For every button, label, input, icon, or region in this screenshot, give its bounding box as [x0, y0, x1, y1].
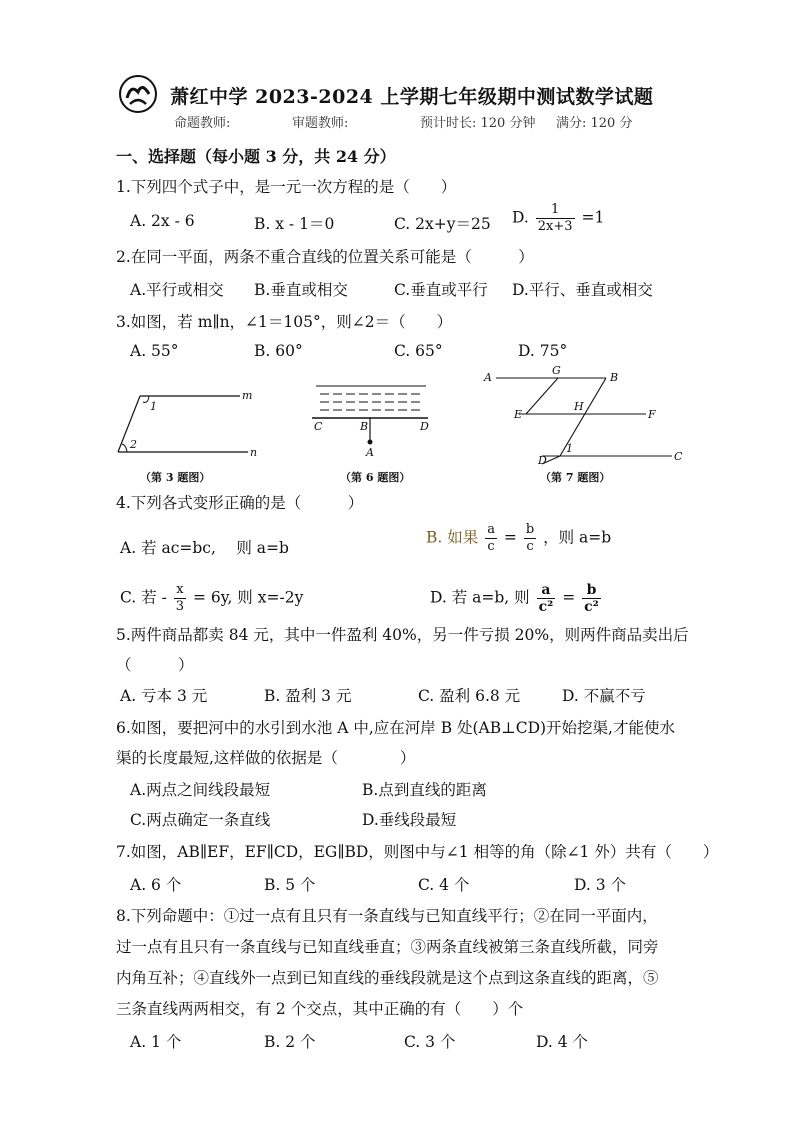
q4-d-den-right: c²	[584, 599, 599, 615]
section-heading: 一、选择题（每小题 3 分，共 24 分）	[116, 147, 396, 166]
q1-d-fraction	[536, 202, 575, 235]
q6-option-b: B.点到直线的距离	[362, 781, 487, 799]
q7-option-d: D. 3 个	[574, 876, 627, 894]
fig7-label-d: D	[538, 454, 547, 467]
q1-d-suffix: =1	[581, 208, 605, 227]
q4-b-fraction-right	[524, 522, 536, 555]
q6-option-c: C.两点确定一条直线	[130, 811, 271, 829]
q8-option-c: C. 3 个	[404, 1033, 456, 1051]
q6-stem: 6.如图，要把河中的水引到水池 A 中,应在河岸 B 处(AB⊥CD)开始挖渠,才能使水	[116, 719, 675, 737]
fig7-label-c: C	[674, 450, 683, 463]
q1-d-numerator: 1	[551, 202, 560, 217]
q4-option-a: A. 若 ac=bc, 则 a=b	[120, 539, 289, 557]
q4-d-fraction-right	[582, 582, 601, 615]
setter-label: 命题教师:	[174, 116, 231, 131]
fig6-label-c: C	[314, 420, 323, 433]
q2-stem: 2.在同一平面，两条不重合直线的位置关系可能是（ ）	[116, 248, 534, 266]
fig7-caption: （第 7 题图）	[540, 471, 611, 484]
q2-option-c: C.垂直或平行	[394, 281, 488, 299]
q8-option-d: D. 4 个	[536, 1033, 589, 1051]
score-label: 满分: 120 分	[556, 116, 633, 131]
q4-stem: 4.下列各式变形正确的是（ ）	[116, 494, 364, 512]
figure-7	[480, 364, 686, 468]
q4-d-num-left: a	[541, 582, 551, 598]
q5-option-d: D. 不赢不亏	[562, 687, 646, 705]
q5-stem-2: （ ）	[116, 656, 194, 674]
fig6-label-b: B	[360, 420, 369, 433]
q7-option-b: B. 5 个	[264, 876, 316, 894]
fig6-caption: （第 6 题图）	[340, 471, 411, 484]
q4-option-b	[426, 522, 611, 555]
q1-option-d	[512, 202, 604, 235]
q4-d-fraction-left	[537, 582, 556, 615]
q4-d-den-left: c²	[538, 599, 554, 615]
q8-line-1: 8.下列命题中：①过一点有且只有一条直线与已知直线平行；②在同一平面内，	[116, 907, 658, 925]
q4-b-suffix: ，则 a=b	[543, 528, 612, 547]
q4-d-num-right: b	[586, 582, 597, 598]
q2-option-d: D.平行、垂直或相交	[512, 281, 653, 299]
q4-c-suffix: = 6y, 则 x=-2y	[192, 588, 304, 607]
q6-stem-2: 渠的长度最短,这样做的依据是（ ）	[116, 749, 416, 767]
duration-label: 预计时长: 120 分钟	[420, 116, 536, 131]
q8-line-2: 过一点有且只有一条直线与已知直线垂直；③两条直线被第三条直线所截，同旁	[116, 938, 659, 956]
reviewer-label: 审题教师:	[292, 116, 349, 131]
q5-option-b: B. 盈利 3 元	[264, 687, 352, 705]
q2-option-b: B.垂直或相交	[254, 281, 348, 299]
q8-option-a: A. 1 个	[130, 1033, 182, 1051]
q6-option-d: D.垂线段最短	[362, 811, 457, 829]
q1-option-b: B. x - 1＝0	[254, 215, 335, 233]
figure-3	[110, 382, 260, 466]
fig3-label-1: 1	[150, 400, 157, 413]
q5-stem: 5.两件商品都卖 84 元，其中一件盈利 40%，另一件亏损 20%，则两件商品卖出后	[116, 626, 689, 644]
q5-option-a: A. 亏本 3 元	[120, 687, 208, 705]
fig6-label-a: A	[366, 446, 374, 459]
school-logo	[118, 74, 158, 118]
q1-d-prefix: D.	[512, 208, 529, 227]
q4-c-num: x	[176, 582, 184, 597]
q7-option-a: A. 6 个	[130, 876, 182, 894]
q3-option-b: B. 60°	[254, 342, 303, 360]
page-title: 萧红中学 2023-2024 上学期七年级期中测试数学试题	[170, 86, 654, 108]
q4-d-eq: =	[562, 588, 576, 607]
q4-b-den-left: c	[485, 538, 497, 555]
fig7-label-f: F	[648, 408, 656, 421]
q8-option-b: B. 2 个	[264, 1033, 316, 1051]
q4-option-c	[120, 582, 303, 615]
q4-option-d	[430, 582, 603, 615]
q5-option-c: C. 盈利 6.8 元	[418, 687, 521, 705]
q8-line-4: 三条直线两两相交，有 2 个交点，其中正确的有（ ）个	[116, 1000, 524, 1018]
q3-stem: 3.如图，若 m∥n，∠1＝105°，则∠2＝（ ）	[116, 313, 453, 331]
figure-6	[304, 380, 436, 460]
q7-stem: 7.如图，AB∥EF，EF∥CD，EG∥BD，则图中与∠1 相等的角（除∠1 外）共有（ ）	[116, 843, 719, 861]
q3-option-a: A. 55°	[130, 342, 179, 360]
q4-b-prefix: B. 如果	[426, 528, 479, 547]
q4-b-fraction-left	[485, 522, 497, 555]
q4-b-den-right: c	[524, 538, 536, 555]
fig3-label-m: m	[242, 389, 253, 402]
fig3-label-n: n	[250, 446, 258, 459]
q6-option-a: A.两点之间线段最短	[130, 781, 271, 799]
q3-option-c: C. 65°	[394, 342, 443, 360]
q3-option-d: D. 75°	[518, 342, 568, 360]
q4-b-num-right: b	[525, 522, 535, 537]
q4-b-eq: =	[503, 528, 517, 547]
q7-option-c: C. 4 个	[418, 876, 470, 894]
fig3-label-2: 2	[130, 438, 137, 451]
q1-stem: 1.下列四个式子中，是一元一次方程的是（ ）	[116, 178, 457, 196]
q8-line-3: 内角互补；④直线外一点到已知直线的垂线段就是这个点到这条直线的距离，⑤	[116, 969, 659, 987]
fig7-label-1: 1	[566, 442, 573, 455]
fig7-label-g: G	[552, 364, 561, 377]
fig7-label-h: H	[574, 400, 584, 413]
q4-b-num-left: a	[487, 522, 495, 537]
q1-d-denominator: 2x+3	[537, 219, 573, 234]
q4-c-den: 3	[175, 599, 185, 614]
q1-option-a: A. 2x - 6	[130, 212, 195, 230]
q2-option-a: A.平行或相交	[130, 281, 224, 299]
fig7-label-a: A	[484, 371, 492, 384]
fig7-label-e: E	[514, 408, 523, 421]
q4-c-prefix: C. 若 -	[120, 588, 167, 607]
fig7-label-b: B	[610, 371, 619, 384]
fig6-label-d: D	[420, 420, 429, 433]
q4-c-fraction	[174, 582, 186, 615]
q4-d-prefix: D. 若 a=b, 则	[430, 588, 530, 607]
fig3-caption: （第 3 题图）	[140, 471, 211, 484]
q1-option-c: C. 2x+y＝25	[394, 215, 491, 233]
